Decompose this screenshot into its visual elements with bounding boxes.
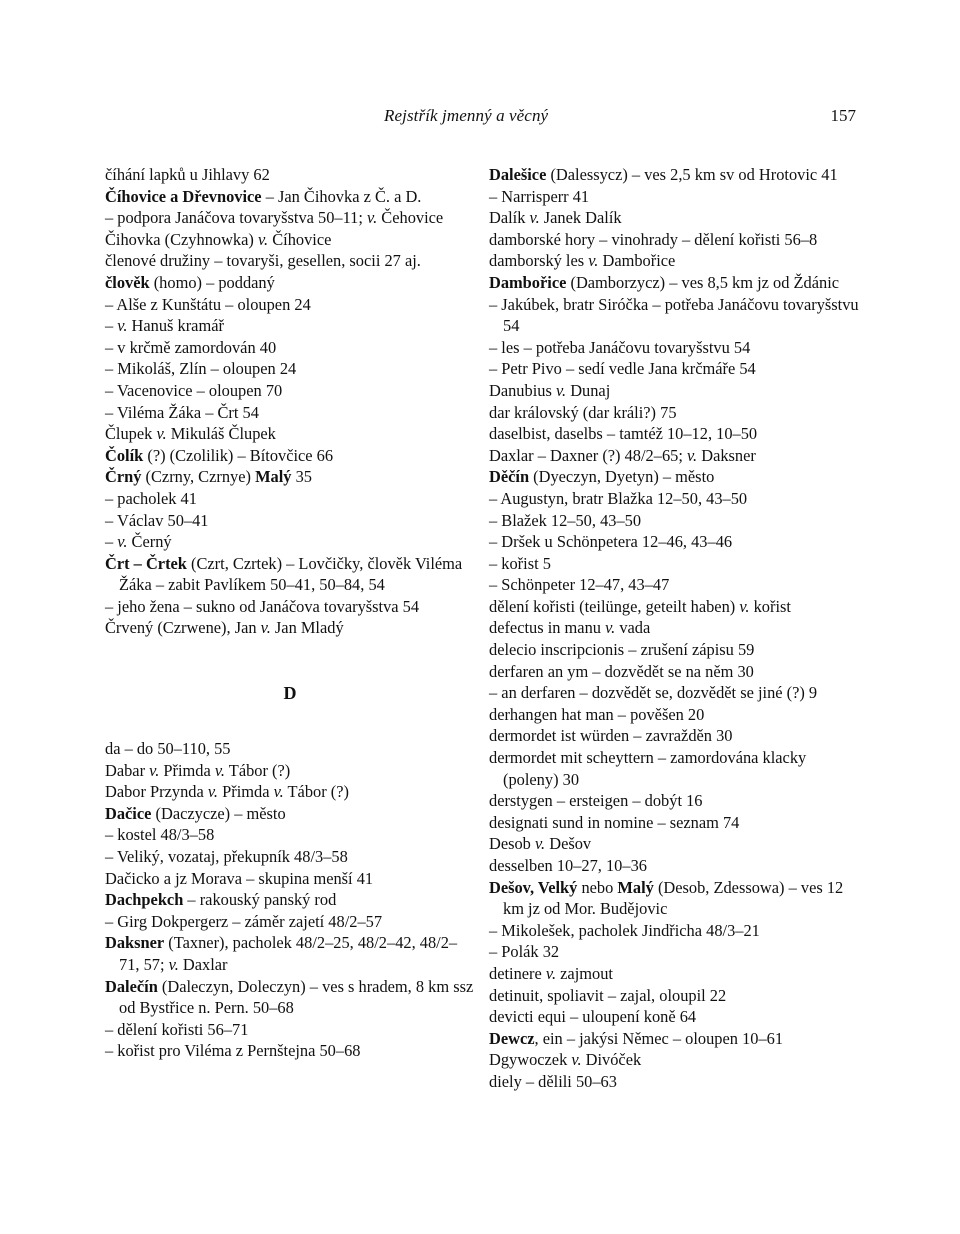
entry-text: Daxlar: [178, 955, 228, 974]
cross-reference-abbrev: v.: [207, 782, 219, 802]
cross-reference-abbrev: v.: [545, 963, 557, 983]
index-entry: [489, 639, 861, 661]
index-entry: [489, 790, 861, 812]
entry-text: Dabor Przynda: [105, 782, 208, 802]
entry-text: dělení kořisti (teilünge, geteilt haben): [489, 596, 740, 616]
entry-text: Desob: [489, 834, 535, 854]
entry-text: – dělení kořisti 56–71: [105, 1019, 249, 1039]
index-entry: [105, 781, 475, 803]
index-entry: [105, 803, 475, 825]
entry-text: (Czrny, Czrnye): [141, 467, 256, 487]
index-entry: [489, 358, 861, 380]
right-column: [489, 164, 861, 1093]
index-entry: [105, 272, 475, 294]
section-letter-heading: D: [283, 683, 297, 704]
index-entry: [489, 402, 861, 424]
index-entry: [489, 747, 861, 790]
entry-text: delecio inscripcionis – zrušení zápisu 59: [489, 640, 755, 660]
headword: Dalešice: [489, 165, 547, 184]
headword: Dewcz: [489, 1028, 535, 1048]
entry-text: – Vacenovice – oloupen 70: [105, 380, 283, 400]
entry-text: (Taxner), pacholek 48/2–25, 48/2–42, 48/2–71, 57;: [119, 933, 458, 974]
index-entry: [489, 725, 861, 747]
entry-text: Přimda: [159, 760, 215, 780]
cross-reference-abbrev: v.: [605, 618, 616, 638]
index-entry: [489, 229, 861, 251]
entry-text: damborské hory – vinohrady – dělení kořisti 56–8: [489, 229, 818, 249]
entry-text: Mikuláš Člupek: [166, 424, 276, 444]
entry-text: – Jakúbek, bratr Siróčka – potřeba Janáčovu tovaryšstvu 54: [489, 294, 859, 336]
entry-text: derfaren an ym – dozvědět se na něm 30: [489, 661, 754, 681]
headword: Dachpekch: [105, 890, 184, 910]
index-entry: [489, 596, 861, 618]
index-entry: [489, 682, 861, 704]
cross-reference-abbrev: v.: [117, 532, 128, 552]
cross-reference-abbrev: v.: [168, 955, 179, 974]
left-entries-c: [105, 164, 475, 639]
entry-text: Černý: [127, 532, 172, 552]
index-entry: [105, 976, 475, 1019]
entry-text: kořist: [749, 596, 791, 616]
entry-text: – Jan Čihovka z Č. a D.: [261, 186, 422, 206]
index-entry: [489, 164, 861, 186]
index-entry: [489, 337, 861, 359]
index-entry: [489, 920, 861, 942]
entry-text: – Veliký, vozataj, překupník 48/3–58: [105, 847, 348, 867]
entry-text: Přimda: [218, 782, 274, 802]
entry-text: (?) (Czolilik) – Bítovčice 66: [143, 445, 334, 465]
index-entry: [489, 488, 861, 510]
right-entries-d: [489, 164, 861, 1093]
left-entries-d: [105, 738, 475, 1062]
entry-text: – podpora Janáčova tovaryšstva 50–11;: [105, 208, 368, 228]
index-entry: [489, 1028, 861, 1050]
index-entry: [105, 488, 475, 510]
index-entry: [105, 358, 475, 380]
index-entry: [105, 824, 475, 846]
entry-text: – Václav 50–41: [105, 510, 209, 530]
entry-text: Číhovice: [268, 229, 332, 249]
entry-text: Tábor (?): [283, 782, 349, 802]
index-entry: [105, 402, 475, 424]
running-head: [0, 106, 960, 130]
entry-text: (Dyeczyn, Dyetyn) – město: [529, 467, 715, 487]
entry-text: Jan Mladý: [270, 618, 344, 638]
cross-reference-abbrev: v.: [117, 316, 128, 336]
index-entry: [105, 250, 475, 272]
entry-text: Dgywoczek: [489, 1050, 572, 1070]
index-entry: [489, 1071, 861, 1093]
index-entry: [105, 868, 475, 890]
cross-reference-abbrev: v.: [529, 208, 540, 228]
entry-text: Danubius: [489, 380, 556, 400]
index-entry: [489, 812, 861, 834]
headword: Dambořice: [489, 272, 567, 292]
entry-text: – Narrisperr 41: [489, 186, 590, 206]
index-entry: [105, 294, 475, 316]
cross-reference-abbrev: v.: [149, 760, 160, 780]
index-entry: [105, 423, 475, 445]
entry-text: derstygen – ersteigen – dobýt 16: [489, 791, 703, 811]
index-entry: [489, 963, 861, 985]
entry-text: – les – potřeba Janáčovu tovaryšstvu 54: [489, 337, 751, 357]
entry-text: – rakouský panský rod: [183, 890, 337, 910]
index-entry: [105, 164, 475, 186]
index-entry: [105, 186, 475, 208]
entry-text: číhání lapků u Jihlavy 62: [105, 165, 270, 184]
entry-text: dermordet mit scheyttern – zamordována klacky (poleny) 30: [489, 748, 807, 789]
index-entry: [489, 877, 861, 920]
index-entry: [105, 889, 475, 911]
entry-text: Janek Dalík: [539, 208, 622, 228]
entry-text: – Mikolešek, pacholek Jindřicha 48/3–21: [489, 920, 760, 940]
index-entry: [105, 445, 475, 467]
entry-text: – kořist 5: [489, 553, 551, 573]
entry-text: – Polák 32: [489, 942, 560, 962]
index-entry: [489, 531, 861, 553]
index-entry: [489, 985, 861, 1007]
index-entry: [105, 229, 475, 251]
entry-text: – Augustyn, bratr Blažka 12–50, 43–50: [489, 488, 748, 508]
cross-reference-abbrev: v.: [214, 760, 225, 780]
entry-text: daselbist, daselbs – tamtéž 10–12, 10–50: [489, 424, 758, 444]
entry-text: Tábor (?): [225, 760, 291, 780]
cross-reference-abbrev: v.: [571, 1050, 582, 1070]
cross-reference-abbrev: v.: [367, 208, 378, 228]
index-entry: [489, 574, 861, 596]
headword: Daksner: [105, 933, 165, 953]
headword: Dačice: [105, 803, 152, 823]
index-entry: [489, 466, 861, 488]
cross-reference-abbrev: v.: [257, 229, 269, 249]
entry-text: Hanuš kramář: [127, 316, 224, 336]
index-entry: [489, 553, 861, 575]
index-entry: [105, 207, 475, 229]
index-entry: [489, 661, 861, 683]
index-entry: [105, 510, 475, 532]
entry-text: Daksner: [697, 445, 756, 465]
index-entry: [105, 466, 475, 488]
entry-text: devicti equi – uloupení koně 64: [489, 1007, 697, 1027]
index-entry: [105, 617, 475, 639]
entry-text: Dešov: [545, 834, 592, 854]
headword: Črt – Črtek: [105, 553, 187, 573]
entry-text: diely – dělili 50–63: [489, 1071, 617, 1091]
entry-text: detinuit, spoliavit – zajal, oloupil 22: [489, 985, 727, 1005]
headword: Malý: [617, 877, 654, 897]
entry-text: Dalík: [489, 208, 530, 228]
entry-text: – Alše z Kunštátu – oloupen 24: [105, 294, 311, 314]
index-entry: [489, 704, 861, 726]
entry-text: vada: [615, 618, 651, 638]
entry-text: – an derfaren – dozvědět se, dozvědět se jiné (?) 9: [489, 683, 818, 703]
entry-text: designati sund in nomine – seznam 74: [489, 812, 740, 832]
entry-text: – v krčmě zamordován 40: [105, 337, 277, 357]
entry-text: Čihovka (Czyhnowka): [105, 229, 258, 249]
entry-text: – kostel 48/3–58: [105, 825, 215, 845]
index-entry: [489, 294, 861, 337]
entry-text: – kořist pro Viléma z Pernštejna 50–68: [105, 1041, 361, 1061]
entry-text: (Czrt, Czrtek) – Lovčičky, člověk Viléma Žáka – zabit Pavlíkem 50–41, 50–84, 54: [119, 553, 463, 595]
entry-text: defectus in manu: [489, 618, 606, 638]
cross-reference-abbrev: v.: [588, 251, 599, 271]
index-entry: [489, 941, 861, 963]
entry-text: dar královský (dar králi?) 75: [489, 402, 677, 422]
index-entry: [489, 186, 861, 208]
index-entry: [489, 855, 861, 877]
entry-text: – Schönpeter 12–47, 43–47: [489, 575, 670, 595]
entry-text: dermordet ist würden – zavražděn 30: [489, 726, 733, 746]
entry-text: (Daleczyn, Doleczyn) – ves s hradem, 8 km ssz od Bystřice n. Pern. 50–68: [119, 976, 474, 1018]
entry-text: členové družiny – tovaryši, gesellen, socii 27 aj.: [105, 251, 421, 271]
entry-text: Člupek: [105, 424, 157, 444]
entry-text: – jeho žena – sukno od Janáčova tovaryšstva 54: [105, 596, 420, 616]
entry-text: , ein – jakýsi Němec – oloupen 10–61: [534, 1028, 784, 1048]
index-entry: [489, 207, 861, 229]
index-entry: [489, 1049, 861, 1071]
entry-text: Dačicko a jz Morava – skupina menší 41: [105, 868, 374, 888]
index-entry: [105, 1019, 475, 1041]
cross-reference-abbrev: v.: [555, 380, 567, 400]
index-entry: [489, 1006, 861, 1028]
index-entry: [489, 445, 861, 467]
entry-text: – Girg Dokpergerz – záměr zajetí 48/2–57: [105, 911, 383, 931]
entry-text: –: [105, 316, 118, 336]
cross-reference-abbrev: v.: [739, 596, 750, 616]
entry-text: desselben 10–27, 10–36: [489, 856, 647, 875]
entry-text: Dabar: [105, 760, 150, 780]
entry-text: da – do 50–110, 55: [105, 739, 231, 759]
entry-text: Čehovice: [377, 208, 444, 228]
index-entry: [489, 250, 861, 272]
entry-text: zajmout: [556, 963, 613, 983]
entry-text: 35: [291, 467, 312, 487]
cross-reference-abbrev: v.: [156, 424, 167, 444]
entry-text: – pacholek 41: [105, 488, 197, 508]
index-entry: [489, 272, 861, 294]
entry-text: –: [105, 532, 118, 552]
index-entry: [105, 337, 475, 359]
entry-text: – Petr Pivo – sedí vedle Jana krčmáře 54: [489, 359, 756, 379]
index-entry: [105, 846, 475, 868]
cross-reference-abbrev: v.: [260, 618, 271, 638]
index-entry: [105, 911, 475, 933]
index-entry: [105, 380, 475, 402]
cross-reference-abbrev: v.: [686, 445, 698, 465]
headword: Malý: [255, 467, 292, 487]
entry-text: Dunaj: [566, 380, 611, 400]
headword: člověk: [105, 272, 150, 292]
entry-text: (Damborzycz) – ves 8,5 km jz od Ždánic: [566, 272, 840, 292]
index-entry: [489, 380, 861, 402]
page-number: 157: [830, 106, 856, 125]
index-entry: [105, 315, 475, 337]
index-entry: [105, 596, 475, 618]
headword: Dalečín: [105, 976, 158, 996]
entry-text: (Daczycze) – město: [151, 803, 286, 823]
index-entry: [105, 553, 475, 596]
entry-text: (Desob, Zdessowa) – ves 12 km jz od Mor. Budějovic: [503, 877, 844, 919]
index-entry: [489, 833, 861, 855]
cross-reference-abbrev: v.: [273, 782, 284, 802]
entry-text: – Dršek u Schönpetera 12–46, 43–46: [489, 532, 733, 552]
entry-text: Divóček: [581, 1050, 642, 1070]
entry-text: Daxlar – Daxner (?) 48/2–65;: [489, 445, 687, 465]
entry-text: – Mikoláš, Zlín – oloupen 24: [105, 359, 297, 379]
index-entry: [489, 510, 861, 532]
entry-text: derhangen hat man – pověšen 20: [489, 704, 705, 724]
headword: Dešov, Velký: [489, 877, 578, 897]
index-entry: [489, 617, 861, 639]
index-entry: [105, 760, 475, 782]
entry-text: (Dalessycz) – ves 2,5 km sv od Hrotovic 41: [546, 165, 838, 184]
entry-text: – Blažek 12–50, 43–50: [489, 510, 642, 530]
index-entry: [105, 1040, 475, 1062]
running-head-title: Rejstřík jmenný a věcný: [384, 106, 549, 125]
headword: Děčín: [489, 467, 530, 487]
entry-text: (homo) – poddaný: [149, 272, 275, 292]
headword: Číhovice a Dřevnovice: [105, 186, 262, 206]
left-column: [105, 164, 475, 1062]
headword: Čolík: [105, 445, 144, 465]
cross-reference-abbrev: v.: [534, 834, 546, 854]
index-entry: [105, 738, 475, 760]
entry-text: Dambořice: [598, 251, 676, 271]
headword: Črný: [105, 467, 142, 487]
index-entry: [489, 423, 861, 445]
entry-text: nebo: [577, 877, 618, 897]
entry-text: damborský les: [489, 251, 589, 271]
entry-text: Črvený (Czrwene), Jan: [105, 618, 261, 638]
index-entry: [105, 932, 475, 975]
index-entry: [105, 531, 475, 553]
entry-text: detinere: [489, 963, 546, 983]
entry-text: – Viléma Žáka – Črt 54: [105, 402, 259, 422]
